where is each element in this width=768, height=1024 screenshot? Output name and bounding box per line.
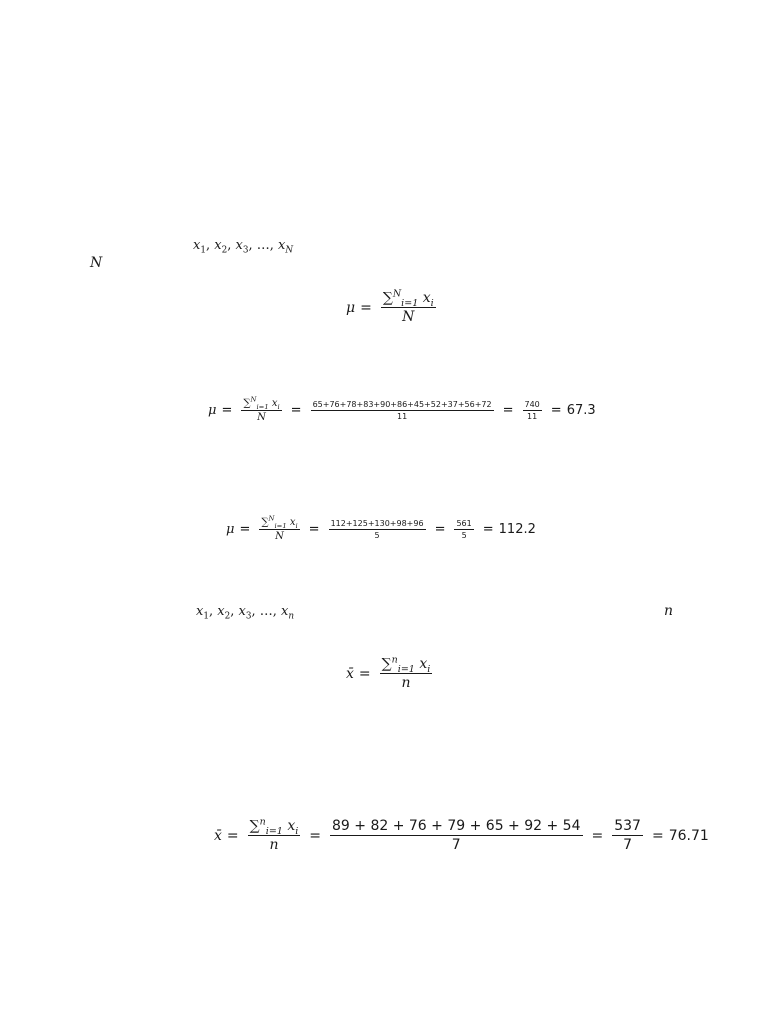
fraction bbox=[259, 514, 299, 542]
fraction bbox=[523, 400, 542, 421]
fraction-denominator: N bbox=[257, 412, 266, 423]
subscript: n bbox=[288, 611, 294, 622]
subscript: 3 bbox=[242, 245, 249, 256]
count-value: 7 bbox=[623, 837, 633, 853]
fraction-numerator: ∑$^n_{i=1}$ $x_i$ bbox=[249, 816, 299, 837]
count-value: 11 bbox=[527, 412, 538, 421]
sum-upper: N bbox=[392, 288, 402, 300]
fraction bbox=[454, 519, 473, 540]
subscript: 1 bbox=[200, 245, 206, 256]
result-value: 67.3 bbox=[566, 403, 596, 418]
sum-lower: i=1 bbox=[401, 297, 419, 309]
count-value: 5 bbox=[461, 531, 467, 540]
equals-sign: = bbox=[502, 403, 514, 418]
subscript: 2 bbox=[224, 611, 231, 622]
subscript: i bbox=[295, 522, 298, 530]
result-value: 112.2 bbox=[498, 522, 536, 537]
sum-value: 561 bbox=[456, 519, 472, 528]
subscript: 3 bbox=[245, 611, 252, 622]
equals-sign: = bbox=[651, 827, 664, 844]
fraction bbox=[241, 395, 281, 423]
subscript: i bbox=[277, 403, 280, 411]
equals-sign: = bbox=[221, 403, 233, 418]
equals-sign: = bbox=[482, 522, 494, 537]
x-symbol: x bbox=[193, 238, 201, 253]
x-symbol: x bbox=[422, 290, 431, 306]
sum-upper: n bbox=[259, 816, 266, 828]
sum-value: 740 bbox=[524, 400, 540, 409]
sum-expression: 112+125+130+98+96 bbox=[330, 519, 424, 528]
fraction bbox=[330, 818, 583, 853]
subscript: i bbox=[430, 297, 434, 309]
fraction-denominator: n bbox=[269, 837, 279, 853]
equals-sign: = bbox=[226, 827, 239, 844]
x-symbol: x bbox=[238, 604, 246, 619]
mu-symbol: μ bbox=[208, 403, 217, 418]
equals-sign: = bbox=[360, 299, 372, 316]
sample-mean-example bbox=[214, 818, 709, 853]
sum-lower: i=1 bbox=[256, 403, 269, 411]
fraction-denominator: 7 bbox=[451, 837, 461, 853]
x-symbol: x bbox=[289, 517, 296, 528]
sum-upper: N bbox=[250, 395, 257, 404]
fraction bbox=[381, 290, 436, 325]
equals-sign: = bbox=[308, 522, 320, 537]
subscript: 1 bbox=[203, 611, 209, 622]
subscript: 2 bbox=[221, 245, 228, 256]
sum-value: 537 bbox=[614, 818, 641, 834]
x-symbol: x bbox=[214, 238, 222, 253]
sum-expression: 65+76+78+83+90+86+45+52+37+56+72 bbox=[312, 400, 492, 409]
x-symbol: x bbox=[235, 238, 243, 253]
fraction-denominator: N bbox=[402, 309, 415, 325]
fraction-denominator: n bbox=[401, 675, 411, 691]
sum-lower: i=1 bbox=[274, 522, 287, 530]
mu-symbol: μ bbox=[346, 299, 356, 316]
fraction bbox=[311, 400, 494, 421]
fraction bbox=[380, 656, 433, 691]
fraction-denominator: 5 bbox=[374, 531, 380, 540]
sum-expression: 89 + 82 + 76 + 79 + 65 + 92 + 54 bbox=[332, 818, 581, 834]
population-mean-formula bbox=[346, 290, 440, 325]
equals-sign: = bbox=[591, 827, 604, 844]
result-value: 76.71 bbox=[668, 827, 709, 844]
fraction-numerator: ∑$^n_{i=1}$ $x_i$ bbox=[381, 654, 431, 675]
equals-sign: = bbox=[290, 403, 302, 418]
x-symbol: x bbox=[287, 818, 296, 834]
fraction-numerator bbox=[381, 290, 436, 308]
ellipsis: … bbox=[256, 238, 270, 253]
sample-mean-formula bbox=[346, 656, 436, 691]
fraction-numerator: ∑$^N_{i=1}$ $x_i$ bbox=[261, 514, 298, 530]
equals-sign: = bbox=[550, 403, 562, 418]
sum-lower: i=1 bbox=[265, 825, 283, 837]
population-values-list: $x_1$, $x_2$, $x_3$, …, $x_N$ bbox=[193, 238, 294, 256]
x-bar-symbol: x̄ bbox=[214, 827, 222, 844]
fraction bbox=[329, 519, 426, 540]
x-symbol: x bbox=[196, 604, 204, 619]
equals-sign: = bbox=[309, 827, 321, 844]
equals-sign: = bbox=[434, 522, 446, 537]
population-mean-example-1 bbox=[208, 395, 596, 423]
equals-sign: = bbox=[239, 522, 251, 537]
sum-upper: N bbox=[268, 514, 275, 523]
fraction-denominator: N bbox=[275, 531, 284, 542]
x-symbol: x bbox=[419, 656, 428, 672]
subscript: i bbox=[295, 825, 299, 837]
population-size-symbol: N bbox=[90, 255, 103, 271]
sum-upper: n bbox=[391, 654, 398, 666]
sum-symbol: ∑ bbox=[382, 290, 393, 306]
fraction bbox=[612, 818, 643, 853]
fraction-denominator: 11 bbox=[396, 412, 408, 421]
equals-sign: = bbox=[358, 665, 371, 682]
x-symbol: x bbox=[280, 604, 289, 619]
x-symbol: x bbox=[277, 238, 286, 253]
subscript: i bbox=[427, 663, 431, 675]
fraction-numerator: ∑$^N_{i=1}$ $x_i$ bbox=[243, 395, 280, 411]
mu-symbol: μ bbox=[226, 522, 235, 537]
sample-values-list: $x_1$, $x_2$, $x_3$, …, $x_n$ bbox=[196, 604, 294, 622]
subscript: N bbox=[285, 245, 294, 256]
sum-lower: i=1 bbox=[397, 663, 415, 675]
fraction bbox=[248, 818, 301, 853]
ellipsis: … bbox=[259, 604, 273, 619]
x-symbol: x bbox=[271, 398, 278, 409]
population-mean-example-2 bbox=[226, 514, 536, 542]
x-symbol: x bbox=[217, 604, 225, 619]
x-bar-symbol: x̄ bbox=[346, 665, 354, 682]
sample-size-symbol: n bbox=[664, 603, 674, 619]
